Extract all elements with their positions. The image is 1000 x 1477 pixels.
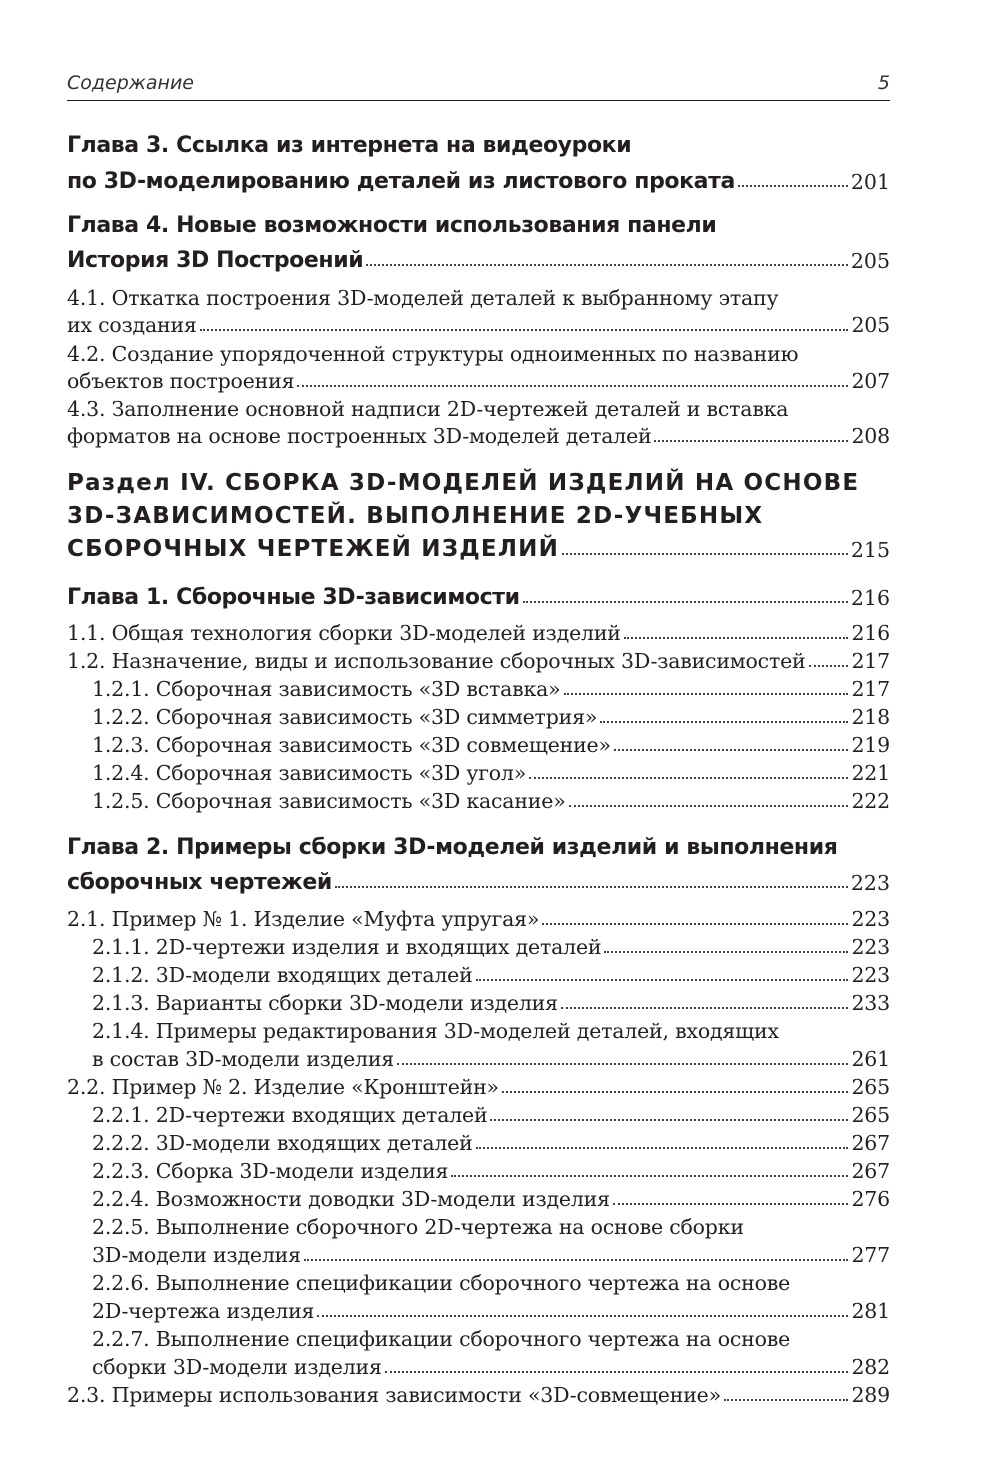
- toc-page-number: 233: [851, 991, 890, 1015]
- toc-entry-1-1[interactable]: 1.1. Общая технология сборки 3D-моделей изделий 216: [67, 621, 890, 645]
- toc-entry-1-2-1[interactable]: 1.2.1. Сборочная зависимость «3D вставка» 217: [92, 677, 890, 701]
- toc-section-4-title-line-2[interactable]: 3D-ЗАВИСИМОСТЕЙ. ВЫПОЛНЕНИЕ 2D-УЧЕБНЫХ: [67, 503, 764, 529]
- toc-chapter-2-title-line-1[interactable]: Глава 2. Примеры сборки 3D-моделей изделий и выполнения: [67, 835, 838, 860]
- toc-page-number: 222: [851, 789, 890, 813]
- toc-page-number: 277: [851, 1243, 890, 1267]
- toc-entry-2-1-4-line-1[interactable]: 2.1.4. Примеры редактирования 3D-моделей деталей, входящих: [92, 1019, 779, 1043]
- toc-entry-1-2[interactable]: 1.2. Назначение, виды и использование сборочных 3D-зависимостей 217: [67, 649, 890, 673]
- dot-leader: [614, 749, 849, 751]
- toc-entry-2-2-6-line-1[interactable]: 2.2.6. Выполнение спецификации сборочного чертежа на основе: [92, 1271, 791, 1295]
- dot-leader: [724, 1399, 849, 1401]
- toc-entry-2-2-3[interactable]: 2.2.3. Сборка 3D-модели изделия 267: [92, 1159, 890, 1183]
- toc-chapter-4-title-line-1[interactable]: Глава 4. Новые возможности использования панели: [67, 213, 717, 238]
- toc-entry-2-3[interactable]: 2.3. Примеры использования зависимости «3D-совмещение» 289: [67, 1383, 890, 1407]
- toc-entry-4-2-line-1[interactable]: 4.2. Создание упорядоченной структуры одноименных по названию: [67, 342, 799, 366]
- dot-leader: [490, 1119, 848, 1121]
- dot-leader: [523, 601, 848, 603]
- dot-leader: [809, 665, 849, 667]
- toc-page-number: 289: [851, 1383, 890, 1407]
- dot-leader: [600, 721, 848, 723]
- toc-page-number: 205: [850, 249, 890, 273]
- toc-page-number: 223: [851, 907, 890, 931]
- toc-page-number: 218: [851, 705, 890, 729]
- toc-page-number: 208: [851, 424, 890, 448]
- toc-entry-1-2-4[interactable]: 1.2.4. Сборочная зависимость «3D угол» 221: [92, 761, 890, 785]
- dot-leader: [562, 553, 848, 555]
- toc-entry-2-2-6-line-2[interactable]: 2D-чертежа изделия 281: [92, 1299, 890, 1323]
- dot-leader: [476, 979, 849, 981]
- dot-leader: [613, 1203, 849, 1205]
- dot-leader: [738, 185, 848, 187]
- dot-leader: [542, 923, 848, 925]
- toc-page-number: 219: [851, 733, 890, 757]
- dot-leader: [385, 1371, 849, 1373]
- toc-page-number: 265: [851, 1103, 890, 1127]
- toc-entry-4-1-line-1[interactable]: 4.1. Откатка построения 3D-моделей деталей к выбранному этапу: [67, 286, 779, 310]
- dot-leader: [317, 1315, 848, 1317]
- dot-leader: [561, 1007, 849, 1009]
- dot-leader: [654, 440, 848, 442]
- toc-page-number: 223: [851, 963, 890, 987]
- dot-leader: [366, 264, 848, 266]
- toc-entry-2-1-2[interactable]: 2.1.2. 3D-модели входящих деталей 223: [92, 963, 890, 987]
- toc-entry-2-2-5-line-2[interactable]: 3D-модели изделия 277: [92, 1243, 890, 1267]
- running-header: [67, 70, 890, 101]
- toc-page-number: 205: [851, 313, 890, 337]
- toc-page-number: 267: [851, 1131, 890, 1155]
- toc-entry-2-1-1[interactable]: 2.1.1. 2D-чертежи изделия и входящих деталей 223: [92, 935, 890, 959]
- toc-chapter-3-title-line-1[interactable]: Глава 3. Ссылка из интернета на видеоуроки: [67, 133, 632, 158]
- toc-entry-2-2[interactable]: 2.2. Пример № 2. Изделие «Кронштейн» 265: [67, 1075, 890, 1099]
- toc-entry-1-2-5[interactable]: 1.2.5. Сборочная зависимость «3D касание» 222: [92, 789, 890, 813]
- page-number: 5: [877, 72, 890, 94]
- toc-page-number: 261: [851, 1047, 890, 1071]
- dot-leader: [476, 1147, 849, 1149]
- toc-page-number: 267: [851, 1159, 890, 1183]
- toc-page-number: 216: [850, 586, 890, 610]
- toc-page-number: 216: [851, 621, 890, 645]
- toc-entry-2-2-1[interactable]: 2.2.1. 2D-чертежи входящих деталей 265: [92, 1103, 890, 1127]
- running-header-title: Содержание: [67, 72, 194, 94]
- dot-leader: [529, 777, 848, 779]
- toc-entry-4-1-line-2[interactable]: их создания 205: [67, 313, 890, 337]
- toc-chapter-4-title-line-2[interactable]: История 3D Построений 205: [67, 248, 890, 273]
- toc-entry-4-3-line-1[interactable]: 4.3. Заполнение основной надписи 2D-чертежей деталей и вставка: [67, 397, 789, 421]
- toc-entry-1-2-3[interactable]: 1.2.3. Сборочная зависимость «3D совмещение» 219: [92, 733, 890, 757]
- toc-page-number: 281: [851, 1299, 890, 1323]
- toc-entry-2-2-7-line-1[interactable]: 2.2.7. Выполнение спецификации сборочного чертежа на основе: [92, 1327, 791, 1351]
- toc-entry-1-2-2[interactable]: 1.2.2. Сборочная зависимость «3D симметрия» 218: [92, 705, 890, 729]
- dot-leader: [451, 1175, 848, 1177]
- toc-entry-2-2-7-line-2[interactable]: сборки 3D-модели изделия 282: [92, 1355, 890, 1379]
- toc-entry-2-1[interactable]: 2.1. Пример № 1. Изделие «Муфта упругая» 223: [67, 907, 890, 931]
- toc-entry-2-2-5-line-1[interactable]: 2.2.5. Выполнение сборочного 2D-чертежа на основе сборки: [92, 1215, 744, 1239]
- dot-leader: [502, 1091, 849, 1093]
- toc-chapter-2-title-line-2[interactable]: сборочных чертежей 223: [67, 870, 890, 895]
- toc-chapter-3-title-line-2[interactable]: по 3D-моделированию деталей из листового проката 201: [67, 169, 890, 194]
- toc-page-number: 221: [851, 761, 890, 785]
- toc-page-number: 276: [851, 1187, 890, 1211]
- toc-page-number: 282: [851, 1355, 890, 1379]
- toc-entry-4-3-line-2[interactable]: форматов на основе построенных 3D-моделей деталей 208: [67, 424, 890, 448]
- toc-entry-2-2-2[interactable]: 2.2.2. 3D-модели входящих деталей 267: [92, 1131, 890, 1155]
- toc-entry-2-1-3[interactable]: 2.1.3. Варианты сборки 3D-модели изделия 233: [92, 991, 890, 1015]
- dot-leader: [564, 693, 849, 695]
- dot-leader: [200, 329, 849, 331]
- dot-leader: [397, 1063, 848, 1065]
- toc-page-number: 265: [851, 1075, 890, 1099]
- toc-page-number: 223: [851, 935, 890, 959]
- toc-page-number: 207: [851, 369, 890, 393]
- toc-entry-4-2-line-2[interactable]: объектов построения 207: [67, 369, 890, 393]
- toc-section-4-title-line-3[interactable]: СБОРОЧНЫХ ЧЕРТЕЖЕЙ ИЗДЕЛИЙ 215: [67, 536, 890, 562]
- dot-leader: [297, 385, 848, 387]
- toc-page-number: 217: [851, 677, 890, 701]
- toc-page-number: 215: [850, 538, 890, 562]
- toc-page-number: 223: [850, 871, 890, 895]
- dot-leader: [624, 637, 849, 639]
- toc-entry-2-1-4-line-2[interactable]: в состав 3D-модели изделия 261: [92, 1047, 890, 1071]
- dot-leader: [569, 805, 849, 807]
- dot-leader: [304, 1259, 849, 1261]
- dot-leader: [604, 951, 848, 953]
- toc-section-4-title-line-1[interactable]: Раздел IV. СБОРКА 3D-МОДЕЛЕЙ ИЗДЕЛИЙ НА ОСНОВЕ: [67, 470, 860, 496]
- dot-leader: [335, 886, 848, 888]
- toc-page-number: 217: [851, 649, 890, 673]
- toc-page-number: 201: [850, 170, 890, 194]
- toc-chapter-1-title[interactable]: Глава 1. Сборочные 3D-зависимости 216: [67, 585, 890, 610]
- toc-entry-2-2-4[interactable]: 2.2.4. Возможности доводки 3D-модели изделия 276: [92, 1187, 890, 1211]
